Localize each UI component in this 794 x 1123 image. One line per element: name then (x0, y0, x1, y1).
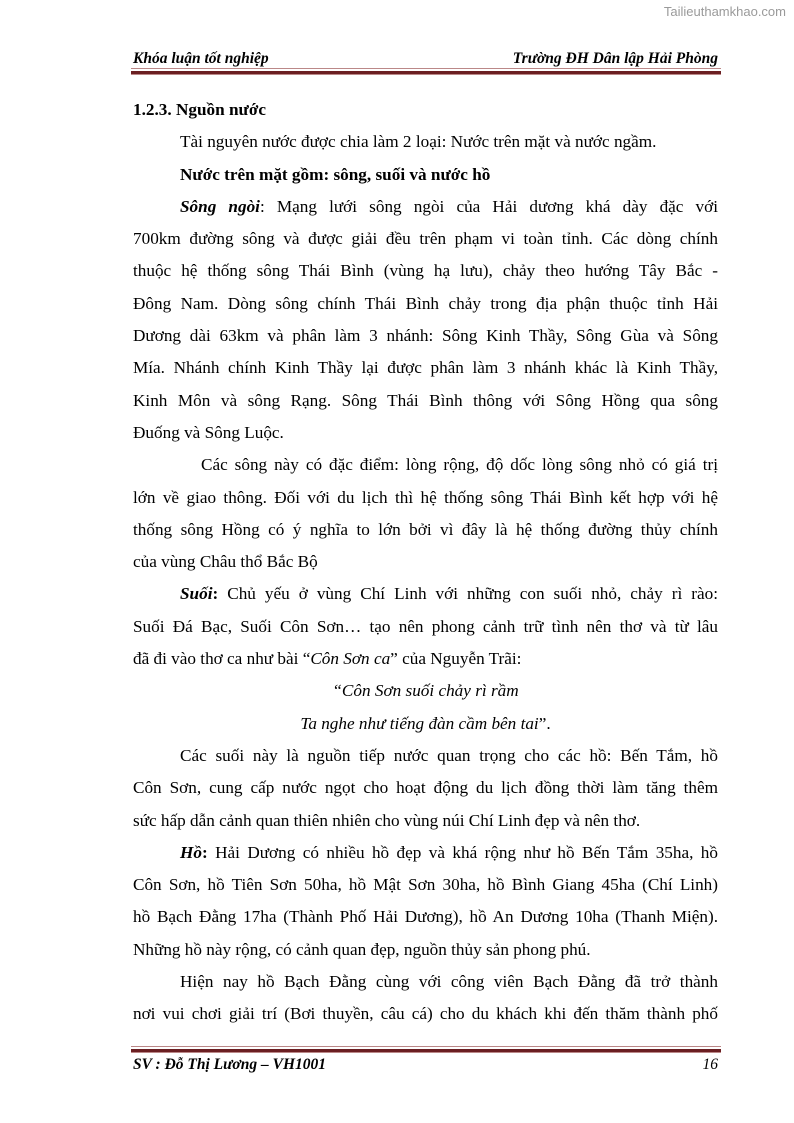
text-run: Ta nghe như tiếng đàn cầm bên tai (300, 713, 539, 733)
text-line (133, 675, 718, 707)
header-right: Trường ĐH Dân lập Hải Phòng (512, 50, 718, 67)
text-line (133, 482, 718, 514)
text-run: đã đi vào thơ ca như bài “ (133, 649, 311, 669)
text-run: Những hồ này rộng, có cảnh quan đẹp, nguồn thủy sản phong phú. (133, 939, 591, 959)
text-run: Các sông này có đặc điểm: lòng rộng, độ dốc lòng sông nhỏ có giá trị (201, 455, 718, 475)
text-line (133, 223, 718, 255)
footer-rule (131, 1049, 721, 1053)
text-line (133, 126, 718, 158)
text-line (133, 901, 718, 933)
text-line (133, 772, 718, 804)
text-run: ” của Nguyễn Trãi: (390, 649, 522, 669)
text-line (133, 191, 718, 223)
text-line (133, 546, 718, 578)
text-run: Đuống và Sông Luộc. (133, 422, 284, 442)
text-line (133, 643, 718, 675)
watermark: Tailieuthamkhao.com (663, 4, 786, 19)
text-line (133, 159, 718, 191)
text-run: : Mạng lưới sông ngòi của Hải dương khá dày đặc với (259, 196, 718, 216)
text-line (133, 934, 718, 966)
text-run: 1.2.3. Nguồn nước (133, 100, 267, 119)
text-run: Suối (180, 584, 213, 604)
text-run: của vùng Châu thổ Bắc Bộ (133, 552, 318, 572)
text-run: lớn về giao thông. Đối với du lịch thì hệ thống sông Thái Bình kết hợp với hệ (133, 487, 718, 507)
header-left: Khóa luận tốt nghiệp (133, 50, 269, 67)
text-run: Côn Sơn, cung cấp nước ngọt cho hoạt động du lịch đồng thời làm tăng thêm (133, 778, 718, 798)
text-run: Sông ngòi (180, 196, 260, 216)
text-line (133, 998, 718, 1030)
text-run: nơi vui chơi giải trí (Bơi thuyền, câu cá) cho du khách khi đến thăm thành phố (133, 1004, 718, 1024)
text-run: Chủ yếu ở vùng Chí Linh với những con suối nhỏ, chảy rì rào: (218, 584, 718, 604)
text-run: Côn Sơn, hồ Tiên Sơn 50ha, hồ Mật Sơn 30ha, hồ Bình Giang 45ha (Chí Linh) (133, 875, 718, 895)
text-run: 700km đường sông và được giải đều trên phạm vi toàn tỉnh. Các dòng chính (133, 229, 718, 249)
page-footer (133, 1056, 718, 1074)
text-line (133, 320, 718, 352)
text-run: : (201, 842, 208, 862)
text-line (133, 837, 718, 869)
text-run: : (212, 584, 219, 604)
text-line (133, 352, 718, 384)
footer-author: SV : Đỗ Thị Lương – VH1001 (133, 1056, 327, 1073)
text-run: sức hấp dẫn cảnh quan thiên nhiên cho vùng núi Chí Linh đẹp và nên thơ. (133, 810, 641, 830)
text-run: Côn Sơn ca (310, 649, 391, 669)
body-text (133, 94, 718, 1031)
text-line (133, 514, 718, 546)
text-line (133, 385, 718, 417)
text-line (133, 255, 718, 287)
text-run: thuộc hệ thống sông Thái Bình (vùng hạ lưu), chảy theo hướng Tây Bắc - (133, 261, 718, 281)
text-run: Tài nguyên nước được chia làm 2 loại: Nước trên mặt và nước ngầm. (180, 132, 657, 152)
page-header (133, 50, 718, 68)
text-run: ”. (538, 713, 551, 733)
text-run: Suối Đá Bạc, Suối Côn Sơn… tạo nên phong cảnh trữ tình nên thơ và từ lâu (133, 616, 718, 636)
text-run: Hồ (180, 842, 202, 862)
text-run: Các suối này là nguồn tiếp nước quan trọng cho các hồ: Bến Tắm, hồ (180, 745, 718, 765)
text-run: Hải Dương có nhiều hồ đẹp và khá rộng như hồ Bến Tắm 35ha, hồ (207, 842, 718, 862)
text-run: Kinh Môn và sông Rạng. Sông Thái Bình thông với Sông Hồng qua sông (133, 390, 718, 410)
text-line (133, 611, 718, 643)
text-run: hồ Bạch Đằng 17ha (Thành Phố Hải Dương), hồ An Dương 10ha (Thanh Miện). (133, 907, 718, 927)
text-line (133, 740, 718, 772)
text-run: Nước trên mặt gồm: sông, suối và nước hồ (180, 164, 491, 184)
text-line (133, 966, 718, 998)
text-run: Dương dài 63km và phân làm 3 nhánh: Sông Kinh Thầy, Sông Gùa và Sông (133, 326, 718, 346)
text-line (133, 805, 718, 837)
text-line (133, 417, 718, 449)
text-line (133, 94, 718, 126)
text-line (133, 869, 718, 901)
text-run: Hiện nay hồ Bạch Đằng cùng với công viên Bạch Đằng đã trở thành (180, 972, 718, 992)
text-line (133, 708, 718, 740)
text-run: Đông Nam. Dòng sông chính Thái Bình chảy trong địa phận thuộc tỉnh Hải (133, 293, 718, 313)
text-line (133, 578, 718, 610)
header-rule (131, 71, 721, 75)
text-line (133, 288, 718, 320)
text-run: thống sông Hồng có ý nghĩa to lớn bởi vì đây là hệ thống đường thủy chính (133, 519, 718, 539)
text-run: “Côn Sơn suối chảy rì rầm (332, 681, 519, 701)
text-line (133, 449, 718, 481)
page-number: 16 (702, 1056, 718, 1073)
text-run: Mía. Nhánh chính Kinh Thầy lại được phân làm 3 nhánh khác là Kinh Thầy, (133, 358, 718, 378)
